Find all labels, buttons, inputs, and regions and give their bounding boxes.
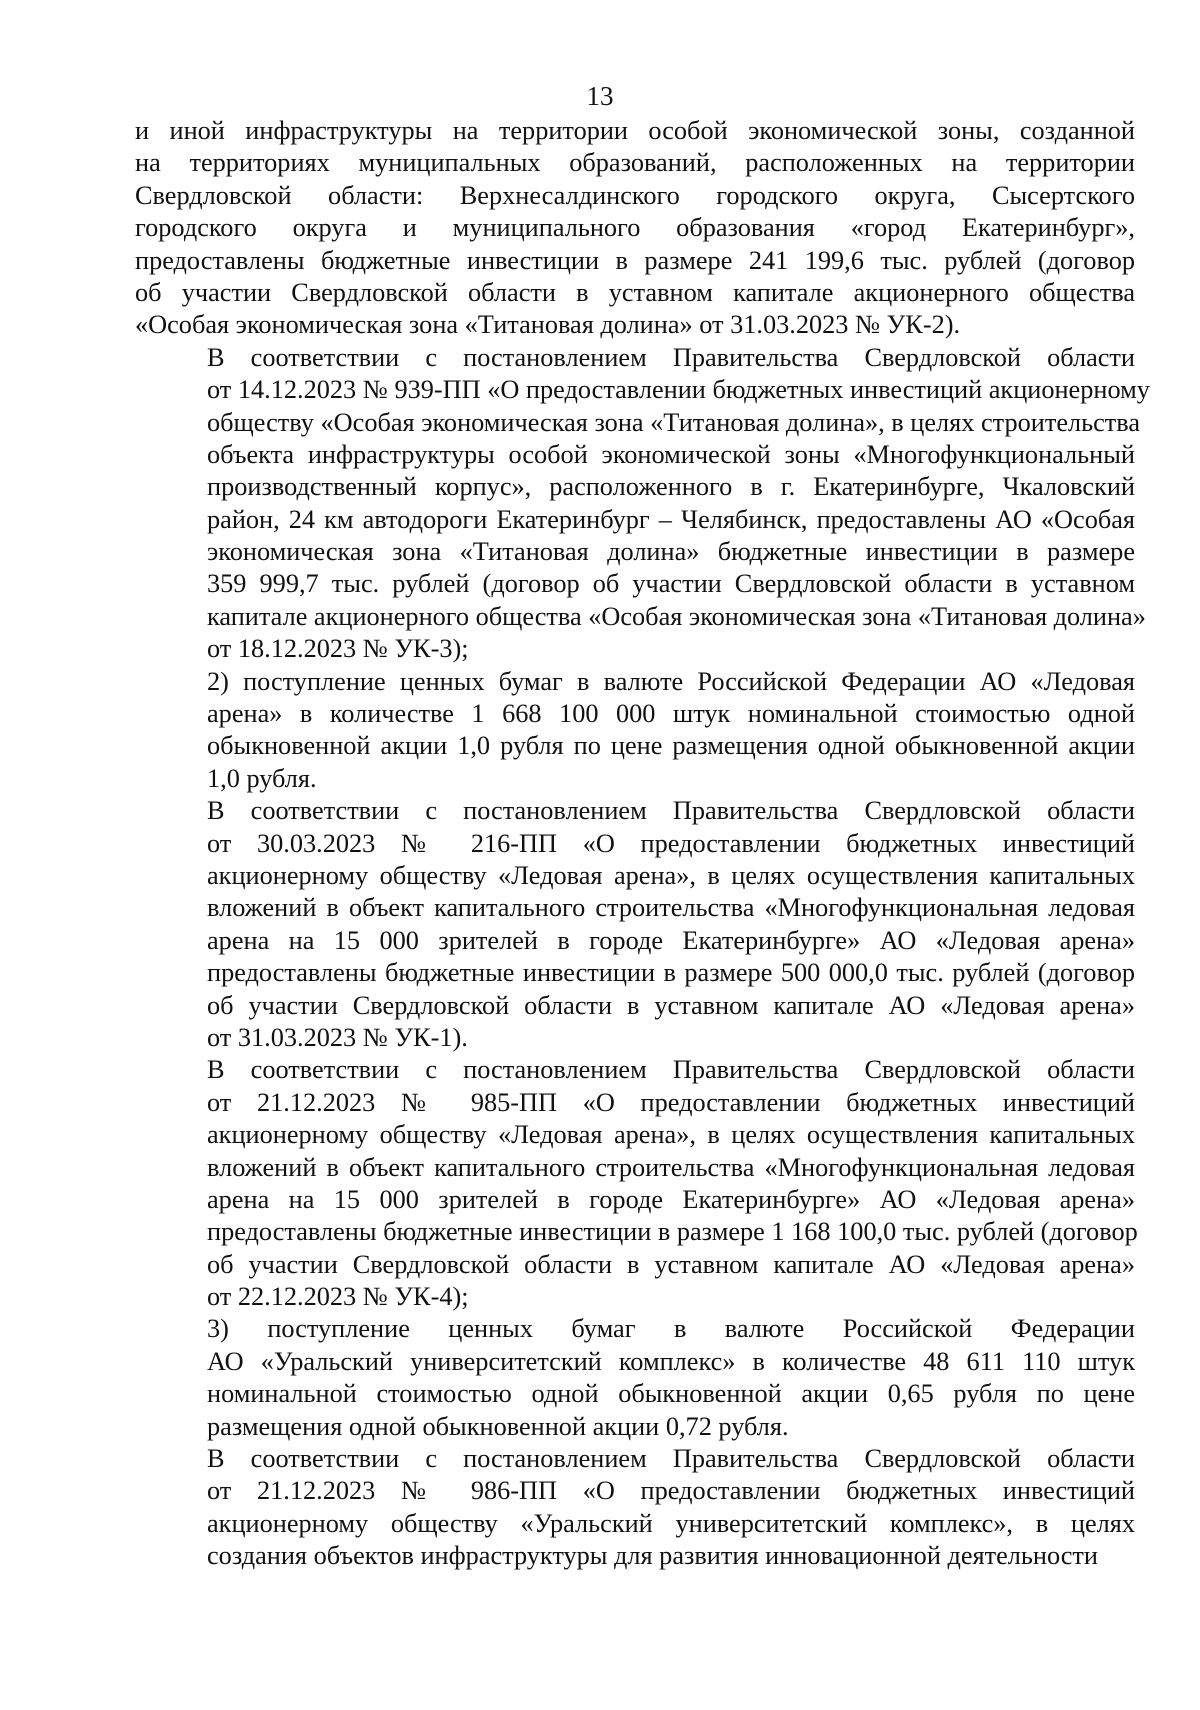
text-line: В соответствии с постановлением Правительства Свердловской области: [207, 796, 1135, 826]
text-line: об участии Свердловской области в уставном капитале АО «Ледовая арена»: [207, 990, 1135, 1020]
text-line: от 21.12.2023 № 986-ПП «О предоставлении бюджетных инвестиций: [207, 1476, 1135, 1506]
text-line: 1,0 рубля.: [207, 763, 317, 793]
text-line: номинальной стоимостью одной обыкновенной акции 0,65 рубля по цене: [207, 1379, 1135, 1409]
text-line: производственный корпус», расположенного в г. Екатеринбурге, Чкаловский: [207, 472, 1135, 502]
text-line: капитале акционерного общества «Особая экономическая зона «Титановая долина»: [207, 601, 1146, 631]
paragraph: [135, 1443, 1135, 1573]
paragraph: [135, 1313, 1135, 1443]
text-line: АО «Уральский университетский комплекс» в количестве 48 611 110 штук: [207, 1346, 1135, 1376]
text-line: на территориях муниципальных образований, расположенных на территории: [135, 148, 1135, 178]
paragraph: [135, 1054, 1138, 1313]
text-line: 359 999,7 тыс. рублей (договор об участии Свердловской области в уставном: [207, 569, 1135, 599]
paragraph: [135, 666, 1135, 796]
text-line: предоставлены бюджетные инвестиции в размере 1 168 100,0 тыс. рублей (договор: [207, 1217, 1138, 1247]
text-line: от 22.12.2023 № УК-4);: [207, 1282, 469, 1312]
text-line: арена на 15 000 зрителей в городе Екатеринбурге» АО «Ледовая арена»: [207, 1184, 1135, 1214]
text-line: от 30.03.2023 № 216-ПП «О предоставлении бюджетных инвестиций: [207, 828, 1135, 858]
document-body: [135, 115, 1150, 1573]
text-line: 3) поступление ценных бумаг в валюте Российской Федерации: [207, 1314, 1135, 1344]
text-line: арена на 15 000 зрителей в городе Екатеринбурге» АО «Ледовая арена»: [207, 925, 1135, 955]
text-line: 2) поступление ценных бумаг в валюте Российской Федерации АО «Ледовая: [207, 666, 1135, 696]
text-line: вложений в объект капитального строительства «Многофункциональная ледовая: [207, 893, 1135, 923]
text-line: акционерному обществу «Ледовая арена», в целях осуществления капитальных: [207, 1120, 1135, 1150]
text-line: арена» в количестве 1 668 100 000 штук номинальной стоимостью одной: [207, 699, 1135, 729]
text-line: обыкновенной акции 1,0 рубля по цене размещения одной обыкновенной акции: [207, 731, 1135, 761]
paragraph: [135, 795, 1135, 1054]
text-line: акционерному обществу «Уральский университетский комплекс», в целях: [207, 1508, 1135, 1538]
text-line: объекта инфраструктуры особой экономической зоны «Многофункциональный: [207, 439, 1135, 469]
text-line: об участии Свердловской области в уставном капитале АО «Ледовая арена»: [207, 1249, 1135, 1279]
text-line: предоставлены бюджетные инвестиции в размере 241 199,6 тыс. рублей (договор: [135, 245, 1135, 275]
text-line: и иной инфраструктуры на территории особой экономической зоны, созданной: [135, 116, 1135, 145]
text-line: «Особая экономическая зона «Титановая долина» от 31.03.2023 № УК-2).: [135, 310, 961, 340]
page-number: 13: [586, 81, 614, 111]
text-line: от 21.12.2023 № 985-ПП «О предоставлении бюджетных инвестиций: [207, 1087, 1135, 1117]
text-line: об участии Свердловской области в уставном капитале акционерного общества: [135, 277, 1135, 307]
text-line: В соответствии с постановлением Правительства Свердловской области: [207, 342, 1135, 372]
text-line: акционерному обществу «Ледовая арена», в целях осуществления капитальных: [207, 860, 1135, 890]
text-line: городского округа и муниципального образования «город Екатеринбург»,: [135, 213, 1135, 243]
text-line: вложений в объект капитального строительства «Многофункциональная ледовая: [207, 1152, 1135, 1182]
paragraph: [135, 342, 1150, 666]
text-line: от 14.12.2023 № 939-ПП «О предоставлении бюджетных инвестиций акционерному: [207, 375, 1150, 405]
text-line: размещения одной обыкновенной акции 0,72 рубля.: [207, 1411, 789, 1441]
text-line: от 18.12.2023 № УК-3);: [207, 634, 469, 664]
text-line: обществу «Особая экономическая зона «Титановая долина», в целях строительства: [207, 407, 1141, 437]
text-line: предоставлены бюджетные инвестиции в размере 500 000,0 тыс. рублей (договор: [207, 958, 1135, 988]
text-line: Свердловской области: Верхнесалдинского городского округа, Сысертского: [135, 180, 1135, 210]
text-line: создания объектов инфраструктуры для развития инновационной деятельности: [207, 1541, 1098, 1571]
text-line: В соответствии с постановлением Правительства Свердловской области: [207, 1055, 1135, 1085]
text-line: В соответствии с постановлением Правительства Свердловской области: [207, 1444, 1135, 1474]
text-line: экономическая зона «Титановая долина» бюджетные инвестиции в размере: [207, 537, 1135, 567]
text-line: район, 24 км автодороги Екатеринбург – Челябинск, предоставлены АО «Особая: [207, 504, 1135, 534]
paragraph: [135, 115, 1135, 342]
text-line: от 31.03.2023 № УК-1).: [207, 1022, 468, 1052]
